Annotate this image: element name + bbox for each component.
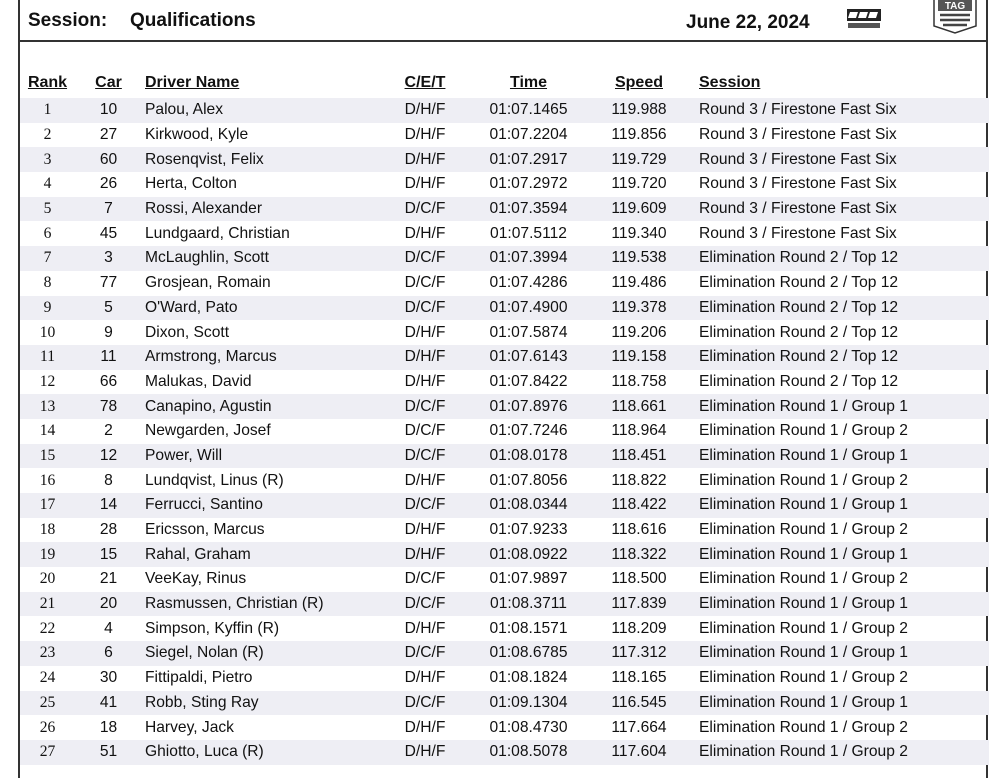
car-cell: 7 bbox=[75, 197, 142, 222]
table-row bbox=[20, 419, 989, 444]
speed-cell: 119.856 bbox=[611, 126, 667, 144]
table-row bbox=[20, 394, 989, 419]
speed-cell: 119.729 bbox=[587, 147, 691, 172]
rank-cell: 5 bbox=[20, 197, 75, 222]
time-cell: 01:07.4900 bbox=[470, 296, 587, 321]
rank-cell: 7 bbox=[20, 246, 75, 271]
table-row bbox=[20, 493, 989, 518]
rank-cell: 6 bbox=[43, 224, 52, 242]
driver-cell: Harvey, Jack bbox=[145, 718, 234, 736]
driver-cell: Herta, Colton bbox=[145, 175, 237, 193]
speed-cell: 117.604 bbox=[587, 740, 691, 765]
speed-cell: 118.165 bbox=[611, 669, 667, 687]
cet-cell: D/H/F bbox=[404, 619, 446, 637]
speed-cell: 118.822 bbox=[611, 471, 667, 489]
session-cell: Elimination Round 2 / Top 12 bbox=[699, 274, 899, 292]
session-cell: Elimination Round 1 / Group 1 bbox=[691, 444, 989, 469]
table-row bbox=[20, 542, 989, 567]
car-cell: 78 bbox=[75, 394, 142, 419]
speed-cell: 119.206 bbox=[611, 323, 667, 341]
table-row bbox=[20, 246, 989, 271]
rank-cell: 1 bbox=[20, 98, 75, 123]
table-row bbox=[20, 296, 989, 321]
rank-cell: 11 bbox=[20, 345, 75, 370]
speed-cell: 119.609 bbox=[587, 197, 691, 222]
speed-cell: 119.988 bbox=[587, 98, 691, 123]
car-cell: 30 bbox=[99, 669, 118, 687]
time-cell: 01:07.6143 bbox=[470, 345, 587, 370]
time-cell: 01:08.0178 bbox=[470, 444, 587, 469]
col-session: Session bbox=[699, 74, 761, 91]
time-cell: 01:09.1304 bbox=[470, 691, 587, 716]
session-cell: Elimination Round 1 / Group 1 bbox=[691, 493, 989, 518]
driver-cell: Canapino, Agustin bbox=[142, 394, 380, 419]
car-cell: 27 bbox=[99, 126, 118, 144]
speed-cell: 117.839 bbox=[587, 592, 691, 617]
session-cell: Elimination Round 2 / Top 12 bbox=[691, 345, 989, 370]
table-row bbox=[20, 691, 989, 716]
session-cell: Round 3 / Firestone Fast Six bbox=[691, 147, 989, 172]
car-cell: 41 bbox=[75, 691, 142, 716]
speed-cell: 118.616 bbox=[611, 521, 667, 539]
time-cell: 01:08.0344 bbox=[470, 493, 587, 518]
speed-cell: 117.312 bbox=[587, 641, 691, 666]
table-row bbox=[20, 616, 989, 641]
cet-cell: D/C/F bbox=[380, 197, 470, 222]
session-cell: Round 3 / Firestone Fast Six bbox=[699, 224, 897, 242]
table-row bbox=[20, 221, 989, 246]
col-car: Car bbox=[95, 74, 122, 91]
session-cell: Elimination Round 1 / Group 2 bbox=[699, 619, 908, 637]
car-cell: 3 bbox=[75, 246, 142, 271]
col-rank: Rank bbox=[27, 74, 68, 91]
driver-cell: Grosjean, Romain bbox=[145, 274, 271, 292]
driver-cell: McLaughlin, Scott bbox=[142, 246, 380, 271]
cet-cell: D/C/F bbox=[380, 493, 470, 518]
cet-cell: D/H/F bbox=[380, 98, 470, 123]
session-cell: Elimination Round 1 / Group 1 bbox=[691, 691, 989, 716]
time-cell: 01:07.9897 bbox=[489, 570, 568, 588]
session-cell: Elimination Round 1 / Group 2 bbox=[699, 422, 908, 440]
driver-cell: Rasmussen, Christian (R) bbox=[142, 592, 380, 617]
session-cell: Elimination Round 1 / Group 2 bbox=[699, 570, 908, 588]
speed-cell: 119.158 bbox=[587, 345, 691, 370]
time-cell: 01:07.2972 bbox=[489, 175, 568, 193]
session-cell: Elimination Round 1 / Group 2 bbox=[699, 521, 908, 539]
table-row bbox=[20, 345, 989, 370]
cet-cell: D/C/F bbox=[404, 422, 446, 440]
rank-cell: 16 bbox=[39, 471, 56, 489]
cet-cell: D/H/F bbox=[404, 718, 446, 736]
speed-cell: 118.661 bbox=[587, 394, 691, 419]
cet-cell: D/H/F bbox=[404, 126, 446, 144]
session-cell: Elimination Round 2 / Top 12 bbox=[691, 296, 989, 321]
driver-cell: Rossi, Alexander bbox=[142, 197, 380, 222]
car-cell: 20 bbox=[75, 592, 142, 617]
driver-cell: Lundqvist, Linus (R) bbox=[145, 471, 284, 489]
driver-cell: Kirkwood, Kyle bbox=[145, 126, 249, 144]
session-cell: Round 3 / Firestone Fast Six bbox=[691, 197, 989, 222]
time-cell: 01:07.5874 bbox=[489, 323, 568, 341]
car-cell: 28 bbox=[99, 521, 118, 539]
driver-cell: Ghiotto, Luca (R) bbox=[142, 740, 380, 765]
session-cell: Elimination Round 1 / Group 1 bbox=[691, 542, 989, 567]
car-cell: 5 bbox=[75, 296, 142, 321]
driver-cell: Rahal, Graham bbox=[142, 542, 380, 567]
cet-cell: D/H/F bbox=[404, 175, 446, 193]
car-cell: 2 bbox=[104, 422, 113, 440]
speed-cell: 118.451 bbox=[587, 444, 691, 469]
session-cell: Elimination Round 1 / Group 2 bbox=[699, 669, 908, 687]
car-cell: 15 bbox=[75, 542, 142, 567]
car-cell: 21 bbox=[99, 570, 118, 588]
cet-cell: D/H/F bbox=[380, 147, 470, 172]
cet-cell: D/H/F bbox=[380, 345, 470, 370]
rank-cell: 8 bbox=[43, 274, 52, 292]
rank-cell: 10 bbox=[39, 323, 56, 341]
table-row bbox=[20, 715, 989, 740]
rank-cell: 4 bbox=[43, 175, 52, 193]
speed-cell: 119.538 bbox=[587, 246, 691, 271]
session-cell: Round 3 / Firestone Fast Six bbox=[691, 98, 989, 123]
table-row bbox=[20, 98, 989, 123]
time-cell: 01:07.8056 bbox=[489, 471, 568, 489]
driver-cell: Simpson, Kyffin (R) bbox=[145, 619, 280, 637]
time-cell: 01:07.3994 bbox=[470, 246, 587, 271]
session-cell: Round 3 / Firestone Fast Six bbox=[699, 175, 897, 193]
speed-cell: 118.758 bbox=[611, 372, 667, 390]
driver-cell: Lundgaard, Christian bbox=[145, 224, 290, 242]
rank-cell: 2 bbox=[43, 126, 52, 144]
car-cell: 26 bbox=[99, 175, 118, 193]
cet-cell: D/H/F bbox=[404, 323, 446, 341]
car-cell: 18 bbox=[99, 718, 118, 736]
time-cell: 01:07.8422 bbox=[489, 372, 568, 390]
speed-cell: 118.422 bbox=[587, 493, 691, 518]
driver-cell: Dixon, Scott bbox=[145, 323, 230, 341]
rank-cell: 22 bbox=[39, 619, 56, 637]
time-cell: 01:08.6785 bbox=[470, 641, 587, 666]
session-cell: Elimination Round 1 / Group 1 bbox=[691, 592, 989, 617]
driver-cell: Ferrucci, Santino bbox=[142, 493, 380, 518]
driver-cell: Armstrong, Marcus bbox=[142, 345, 380, 370]
table-row bbox=[20, 740, 989, 765]
cet-cell: D/H/F bbox=[380, 542, 470, 567]
cet-cell: D/H/F bbox=[404, 224, 446, 242]
speed-cell: 119.378 bbox=[587, 296, 691, 321]
car-cell: 12 bbox=[75, 444, 142, 469]
time-cell: 01:07.7246 bbox=[489, 422, 568, 440]
col-speed: Speed bbox=[614, 74, 663, 91]
col-cet: C/E/T bbox=[404, 74, 446, 91]
session-cell: Elimination Round 1 / Group 2 bbox=[699, 718, 908, 736]
time-cell: 01:07.2917 bbox=[470, 147, 587, 172]
session-cell: Elimination Round 1 / Group 1 bbox=[691, 394, 989, 419]
driver-cell: VeeKay, Rinus bbox=[145, 570, 247, 588]
speed-cell: 116.545 bbox=[587, 691, 691, 716]
car-cell: 9 bbox=[104, 323, 113, 341]
speed-cell: 118.964 bbox=[611, 422, 667, 440]
car-cell: 77 bbox=[99, 274, 118, 292]
cet-cell: D/H/F bbox=[404, 471, 446, 489]
cet-cell: D/C/F bbox=[380, 246, 470, 271]
rank-cell: 14 bbox=[39, 422, 56, 440]
rank-cell: 15 bbox=[20, 444, 75, 469]
rank-cell: 26 bbox=[39, 718, 56, 736]
session-label: Session: bbox=[28, 10, 108, 31]
cet-cell: D/H/F bbox=[380, 740, 470, 765]
session-cell: Elimination Round 1 / Group 2 bbox=[699, 471, 908, 489]
table-row bbox=[20, 147, 989, 172]
col-driver: Driver Name bbox=[145, 74, 240, 91]
car-cell: 10 bbox=[75, 98, 142, 123]
car-cell: 6 bbox=[75, 641, 142, 666]
time-cell: 01:08.1571 bbox=[489, 619, 568, 637]
table-row bbox=[20, 641, 989, 666]
driver-cell: O'Ward, Pato bbox=[142, 296, 380, 321]
time-cell: 01:08.1824 bbox=[489, 669, 568, 687]
session-cell: Elimination Round 1 / Group 1 bbox=[691, 641, 989, 666]
cet-cell: D/H/F bbox=[404, 669, 446, 687]
driver-cell: Rosenqvist, Felix bbox=[142, 147, 380, 172]
speed-cell: 119.340 bbox=[611, 224, 667, 242]
driver-cell: Power, Will bbox=[142, 444, 380, 469]
speed-cell: 118.322 bbox=[587, 542, 691, 567]
car-cell: 51 bbox=[75, 740, 142, 765]
session-value: Qualifications bbox=[130, 10, 256, 31]
car-cell: 11 bbox=[75, 345, 142, 370]
driver-cell: Palou, Alex bbox=[142, 98, 380, 123]
driver-cell: Ericsson, Marcus bbox=[145, 521, 265, 539]
speed-cell: 118.500 bbox=[611, 570, 667, 588]
table-header-row bbox=[20, 68, 989, 98]
driver-cell: Malukas, David bbox=[145, 372, 252, 390]
table-row bbox=[20, 370, 989, 395]
rank-cell: 13 bbox=[20, 394, 75, 419]
driver-cell: Newgarden, Josef bbox=[145, 422, 271, 440]
rank-cell: 12 bbox=[39, 372, 56, 390]
cet-cell: D/C/F bbox=[380, 444, 470, 469]
time-cell: 01:08.4730 bbox=[489, 718, 568, 736]
car-cell: 60 bbox=[75, 147, 142, 172]
table-row bbox=[20, 172, 989, 197]
car-cell: 4 bbox=[104, 619, 113, 637]
session-cell: Elimination Round 2 / Top 12 bbox=[691, 246, 989, 271]
speed-cell: 119.720 bbox=[611, 175, 667, 193]
speed-cell: 119.486 bbox=[611, 274, 667, 292]
rank-cell: 3 bbox=[20, 147, 75, 172]
time-cell: 01:08.5078 bbox=[470, 740, 587, 765]
time-cell: 01:08.0922 bbox=[470, 542, 587, 567]
table-row bbox=[20, 197, 989, 222]
car-cell: 14 bbox=[75, 493, 142, 518]
time-cell: 01:07.8976 bbox=[470, 394, 587, 419]
table-row bbox=[20, 320, 989, 345]
rank-cell: 17 bbox=[20, 493, 75, 518]
session-cell: Elimination Round 2 / Top 12 bbox=[699, 323, 899, 341]
car-cell: 66 bbox=[99, 372, 118, 390]
session-cell: Elimination Round 1 / Group 2 bbox=[691, 740, 989, 765]
session-cell: Elimination Round 2 / Top 12 bbox=[699, 372, 899, 390]
rank-cell: 21 bbox=[20, 592, 75, 617]
driver-cell: Siegel, Nolan (R) bbox=[142, 641, 380, 666]
cet-cell: D/H/F bbox=[404, 521, 446, 539]
rank-cell: 24 bbox=[39, 669, 56, 687]
time-cell: 01:07.1465 bbox=[470, 98, 587, 123]
report-date: June 22, 2024 bbox=[686, 12, 810, 33]
rank-cell: 25 bbox=[20, 691, 75, 716]
car-cell: 45 bbox=[99, 224, 118, 242]
cet-cell: D/C/F bbox=[404, 274, 446, 292]
cet-cell: D/C/F bbox=[380, 641, 470, 666]
rank-cell: 20 bbox=[39, 570, 56, 588]
results-table bbox=[20, 68, 989, 765]
table-row bbox=[20, 468, 989, 493]
rank-cell: 9 bbox=[20, 296, 75, 321]
cet-cell: D/C/F bbox=[404, 570, 446, 588]
table-row bbox=[20, 518, 989, 543]
indycar-logo-icon bbox=[846, 8, 882, 30]
table-row bbox=[20, 592, 989, 617]
table-row bbox=[20, 123, 989, 148]
speed-cell: 118.209 bbox=[611, 619, 667, 637]
report-header bbox=[18, 0, 986, 42]
driver-cell: Robb, Sting Ray bbox=[142, 691, 380, 716]
cet-cell: D/C/F bbox=[380, 592, 470, 617]
col-time: Time bbox=[509, 74, 548, 91]
rank-cell: 27 bbox=[20, 740, 75, 765]
tag-heuer-logo-icon bbox=[930, 0, 980, 34]
table-row bbox=[20, 271, 989, 296]
rank-cell: 19 bbox=[20, 542, 75, 567]
table-row bbox=[20, 567, 989, 592]
time-cell: 01:08.3711 bbox=[470, 592, 587, 617]
tag-logo-text: TAG bbox=[944, 1, 966, 12]
time-cell: 01:07.4286 bbox=[489, 274, 568, 292]
rank-cell: 23 bbox=[20, 641, 75, 666]
time-cell: 01:07.9233 bbox=[489, 521, 568, 539]
driver-cell: Fittipaldi, Pietro bbox=[145, 669, 253, 687]
speed-cell: 117.664 bbox=[611, 718, 667, 736]
cet-cell: D/C/F bbox=[380, 296, 470, 321]
cet-cell: D/C/F bbox=[380, 691, 470, 716]
table-row bbox=[20, 666, 989, 691]
rank-cell: 18 bbox=[39, 521, 56, 539]
time-cell: 01:07.3594 bbox=[470, 197, 587, 222]
time-cell: 01:07.2204 bbox=[489, 126, 568, 144]
session-cell: Round 3 / Firestone Fast Six bbox=[699, 126, 897, 144]
time-cell: 01:07.5112 bbox=[490, 224, 567, 242]
car-cell: 8 bbox=[104, 471, 113, 489]
cet-cell: D/H/F bbox=[404, 372, 446, 390]
cet-cell: D/C/F bbox=[380, 394, 470, 419]
table-row bbox=[20, 444, 989, 469]
